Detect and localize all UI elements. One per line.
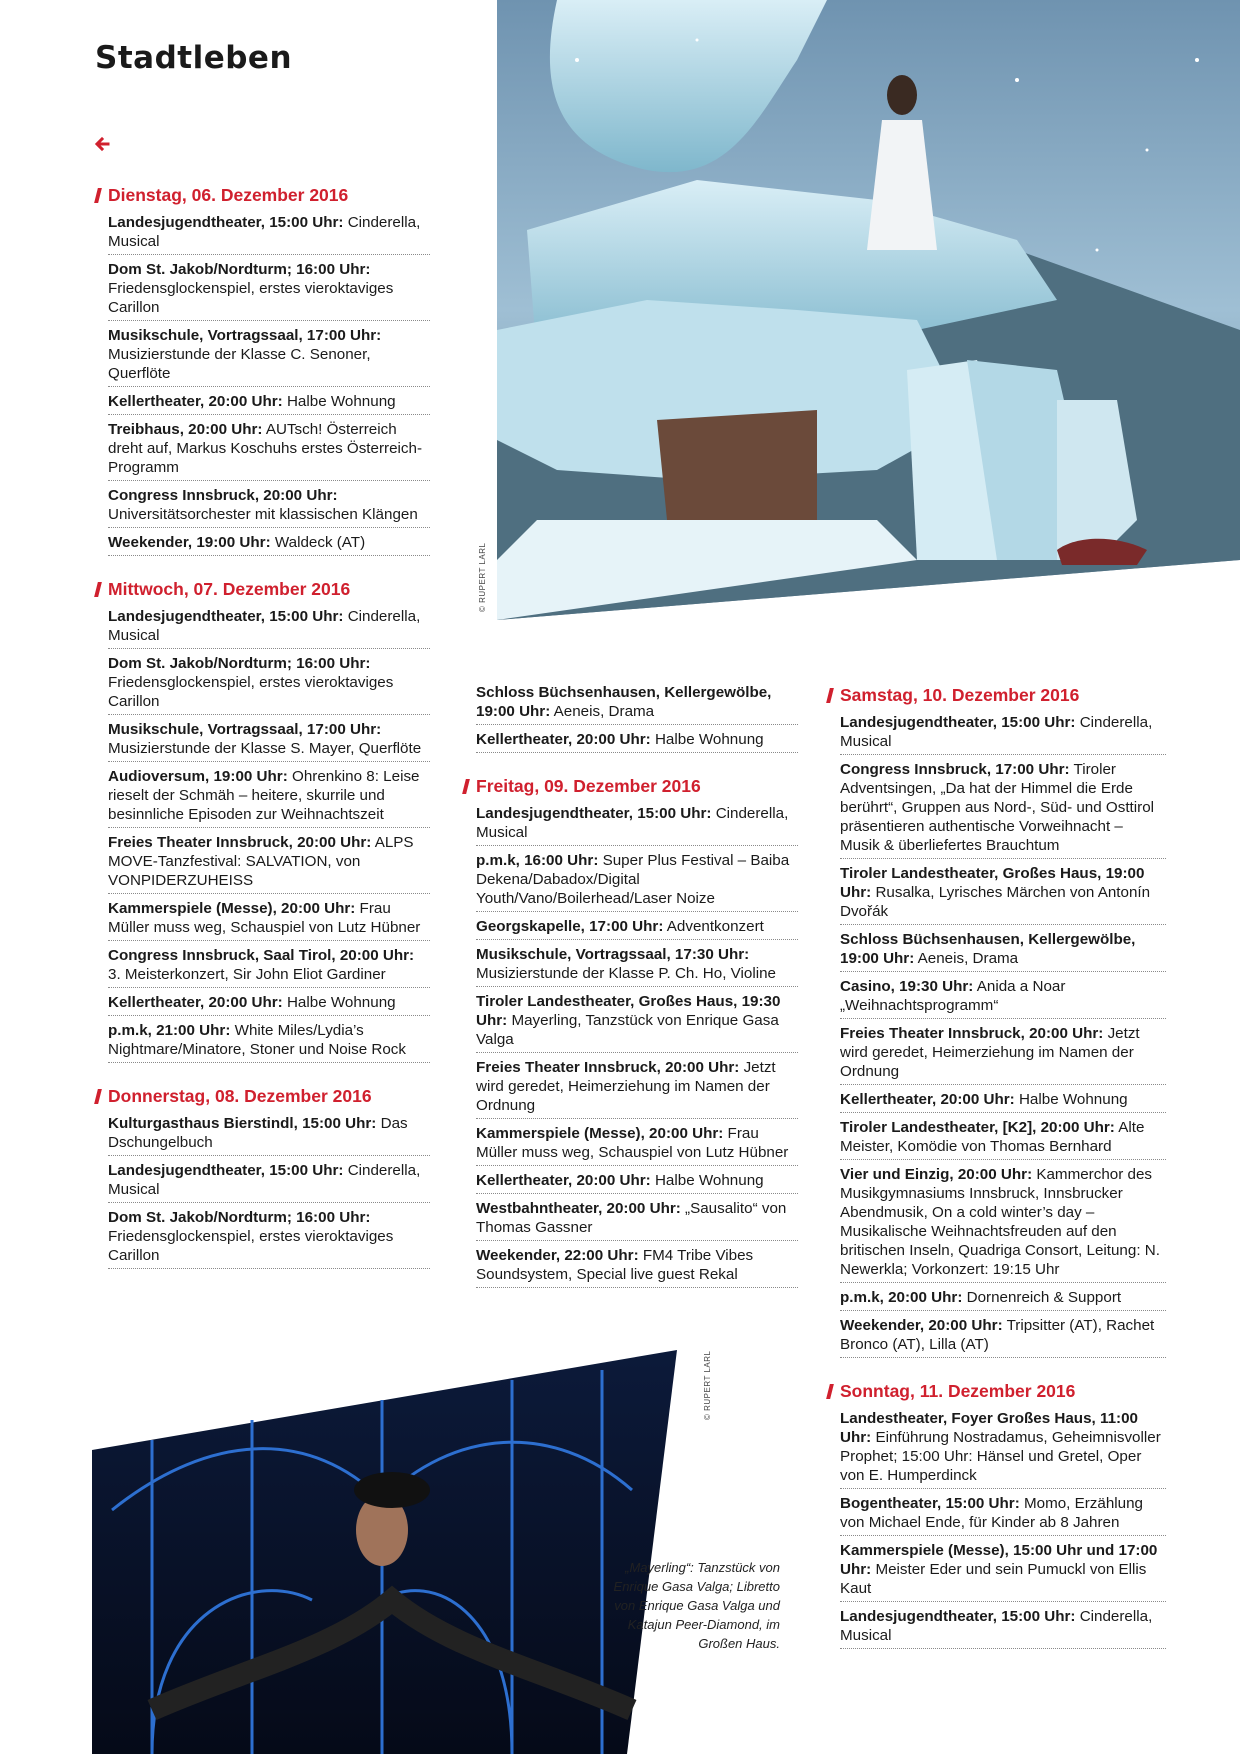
event-entry: p.m.k, 21:00 Uhr: White Miles/Lydia’s Nightmare/Minatore, Stoner und Noise Rock	[108, 1020, 430, 1063]
event-entry: Kellertheater, 20:00 Uhr: Halbe Wohnung	[476, 1170, 798, 1194]
event-entry: Landesjugendtheater, 15:00 Uhr: Cinderella, Musical	[108, 212, 430, 255]
event-entry: Freies Theater Innsbruck, 20:00 Uhr: Jetzt wird geredet, Heimerziehung im Namen der Ordnung	[840, 1023, 1166, 1085]
event-entry: Tiroler Landestheater, Großes Haus, 19:00 Uhr: Rusalka, Lyrisches Märchen von Antonín Dvořák	[840, 863, 1166, 925]
day-heading: Freitag, 09. Dezember 2016	[462, 775, 798, 797]
day-heading: Dienstag, 06. Dezember 2016	[94, 184, 430, 206]
event-entry: Congress Innsbruck, Saal Tirol, 20:00 Uhr: 3. Meisterkonzert, Sir John Eliot Gardiner	[108, 945, 430, 988]
day-block	[94, 578, 430, 1063]
event-entry: Landesjugendtheater, 15:00 Uhr: Cinderella, Musical	[108, 606, 430, 649]
event-entry: Kammerspiele (Messe), 15:00 Uhr und 17:00 Uhr: Meister Eder und sein Pumuckl von Ellis Kaut	[840, 1540, 1166, 1602]
event-entry: Weekender, 19:00 Uhr: Waldeck (AT)	[108, 532, 430, 556]
event-entry: Musikschule, Vortragssaal, 17:00 Uhr: Musizierstunde der Klasse C. Senoner, Querflöte	[108, 325, 430, 387]
event-entry: Treibhaus, 20:00 Uhr: AUTsch! Österreich dreht auf, Markus Koschuhs erstes Österreich-Programm	[108, 419, 430, 481]
photo-credit-top: © RUPERT LARL	[478, 542, 487, 612]
event-entry: Dom St. Jakob/Nordturm; 16:00 Uhr: Friedensglockenspiel, erstes vieroktaviges Carillon	[108, 259, 430, 321]
day-continuation	[462, 682, 798, 753]
event-entry: Schloss Büchsenhausen, Kellergewölbe, 19:00 Uhr: Aeneis, Drama	[476, 682, 798, 725]
arrow-left-icon[interactable]	[94, 136, 110, 152]
event-entry: Landesjugendtheater, 15:00 Uhr: Cinderella, Musical	[840, 1606, 1166, 1649]
event-entry: Kellertheater, 20:00 Uhr: Halbe Wohnung	[476, 729, 798, 753]
event-entry: Kellertheater, 20:00 Uhr: Halbe Wohnung	[108, 992, 430, 1016]
event-entry: Audioversum, 19:00 Uhr: Ohrenkino 8: Leise rieselt der Schmäh – heitere, skurrile und besinnliche Episoden zur Weihnachtszeit	[108, 766, 430, 828]
event-entry: p.m.k, 16:00 Uhr: Super Plus Festival – Baiba Dekena/Dabadox/Digital Youth/Vano/Boilerhead/Laser Noize	[476, 850, 798, 912]
day-heading: Donnerstag, 08. Dezember 2016	[94, 1085, 430, 1107]
event-entry: Congress Innsbruck, 20:00 Uhr: Universitätsorchester mit klassischen Klängen	[108, 485, 430, 528]
event-entry: Kellertheater, 20:00 Uhr: Halbe Wohnung	[108, 391, 430, 415]
event-entry: Landesjugendtheater, 15:00 Uhr: Cinderella, Musical	[108, 1160, 430, 1203]
event-entry: p.m.k, 20:00 Uhr: Dornenreich & Support	[840, 1287, 1166, 1311]
day-block	[94, 184, 430, 556]
stage-photo-ice	[497, 0, 1240, 620]
event-entry: Dom St. Jakob/Nordturm; 16:00 Uhr: Friedensglockenspiel, erstes vieroktaviges Carillon	[108, 1207, 430, 1269]
event-entry: Freies Theater Innsbruck, 20:00 Uhr: Jetzt wird geredet, Heimerziehung im Namen der Ordnung	[476, 1057, 798, 1119]
event-entry: Landestheater, Foyer Großes Haus, 11:00 Uhr: Einführung Nostradamus, Geheimnisvoller Prophet; 15:00 Uhr: Hänsel und Gretel, Oper von E. Humperdinck	[840, 1408, 1166, 1489]
photo-credit-bottom: © RUPERT LARL	[703, 1350, 712, 1420]
day-heading: Samstag, 10. Dezember 2016	[826, 684, 1166, 706]
event-entry: Musikschule, Vortragssaal, 17:30 Uhr: Musizierstunde der Klasse P. Ch. Ho, Violine	[476, 944, 798, 987]
event-entry: Musikschule, Vortragssaal, 17:00 Uhr: Musizierstunde der Klasse S. Mayer, Querflöte	[108, 719, 430, 762]
event-entry: Kammerspiele (Messe), 20:00 Uhr: Frau Müller muss weg, Schauspiel von Lutz Hübner	[108, 898, 430, 941]
event-entry: Kammerspiele (Messe), 20:00 Uhr: Frau Müller muss weg, Schauspiel von Lutz Hübner	[476, 1123, 798, 1166]
event-entry: Congress Innsbruck, 17:00 Uhr: Tiroler Adventsingen, „Da hat der Himmel die Erde berührt“, Gruppen aus Nord-, Süd- und Osttirol präsentieren authentische Vorweihnacht – Musik & überliefertes Brauchtum	[840, 759, 1166, 859]
event-entry: Tiroler Landestheater, Großes Haus, 19:30 Uhr: Mayerling, Tanzstück von Enrique Gasa Valga	[476, 991, 798, 1053]
day-block	[826, 684, 1166, 1358]
column-2	[462, 682, 798, 1310]
event-entry: Westbahntheater, 20:00 Uhr: „Sausalito“ von Thomas Gassner	[476, 1198, 798, 1241]
stage-photo-dancer	[92, 1350, 712, 1754]
event-entry: Dom St. Jakob/Nordturm; 16:00 Uhr: Friedensglockenspiel, erstes vieroktaviges Carillon	[108, 653, 430, 715]
column-3	[826, 684, 1166, 1671]
event-entry: Kellertheater, 20:00 Uhr: Halbe Wohnung	[840, 1089, 1166, 1113]
day-block	[94, 1085, 430, 1269]
photo-caption: „Mayerling“: Tanzstück von Enrique Gasa Valga; Libretto von Enrique Gasa Valga und Katajun Peer-Diamond, im Großen Haus.	[613, 1560, 780, 1651]
event-entry: Weekender, 20:00 Uhr: Tripsitter (AT), Rachet Bronco (AT), Lilla (AT)	[840, 1315, 1166, 1358]
event-entry: Freies Theater Innsbruck, 20:00 Uhr: ALPS MOVE-Tanzfestival: SALVATION, von VONPIDERZUHEISS	[108, 832, 430, 894]
event-entry: Schloss Büchsenhausen, Kellergewölbe, 19:00 Uhr: Aeneis, Drama	[840, 929, 1166, 972]
event-entry: Kulturgasthaus Bierstindl, 15:00 Uhr: Das Dschungelbuch	[108, 1113, 430, 1156]
event-entry: Landesjugendtheater, 15:00 Uhr: Cinderella, Musical	[476, 803, 798, 846]
event-entry: Bogentheater, 15:00 Uhr: Momo, Erzählung von Michael Ende, für Kinder ab 8 Jahren	[840, 1493, 1166, 1536]
event-entry: Tiroler Landestheater, [K2], 20:00 Uhr: Alte Meister, Komödie von Thomas Bernhard	[840, 1117, 1166, 1160]
column-1	[94, 184, 430, 1291]
page-title: Stadtleben	[95, 40, 293, 76]
day-heading: Mittwoch, 07. Dezember 2016	[94, 578, 430, 600]
event-entry: Georgskapelle, 17:00 Uhr: Adventkonzert	[476, 916, 798, 940]
day-block	[462, 775, 798, 1288]
day-block	[826, 1380, 1166, 1649]
event-entry: Casino, 19:30 Uhr: Anida a Noar „Weihnachtsprogramm“	[840, 976, 1166, 1019]
day-heading: Sonntag, 11. Dezember 2016	[826, 1380, 1166, 1402]
event-entry: Landesjugendtheater, 15:00 Uhr: Cinderella, Musical	[840, 712, 1166, 755]
event-entry: Weekender, 22:00 Uhr: FM4 Tribe Vibes Soundsystem, Special live guest Rekal	[476, 1245, 798, 1288]
event-entry: Vier und Einzig, 20:00 Uhr: Kammerchor des Musikgymnasiums Innsbruck, Innsbrucker Abendmusik, On a cold winter’s day – Musikalische Weihnachtsfreuden auf den britischen Inseln, Quadriga Consort, Leitung: N. Newerkla; Vorkonzert: 19:15 Uhr	[840, 1164, 1166, 1283]
